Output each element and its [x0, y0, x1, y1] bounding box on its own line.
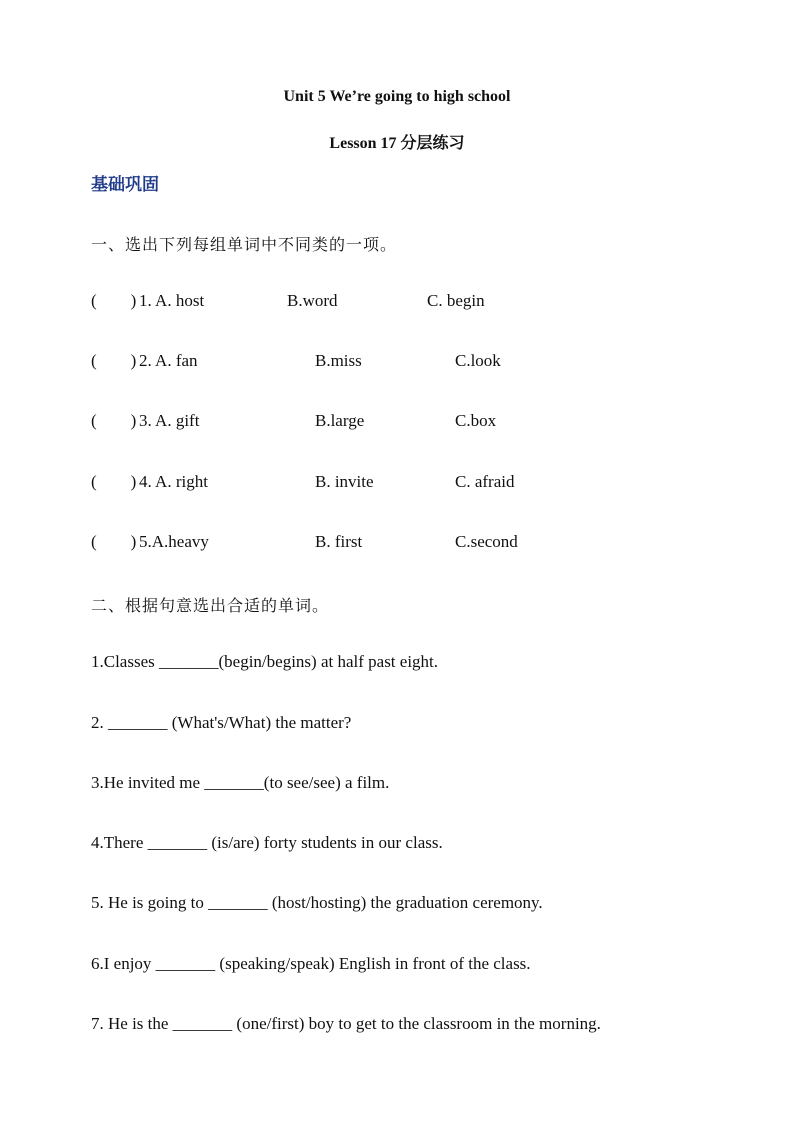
fill-sentence-2[interactable]: 2. _______ (What's/What) the matter?	[91, 713, 352, 732]
fill-sentence-3[interactable]: 3.He invited me _______(to see/see) a film.	[91, 773, 390, 792]
mc-question-3	[91, 411, 711, 435]
lesson-title: Lesson 17 分层练习	[329, 135, 465, 152]
fill-sentence-4[interactable]: 4.There _______ (is/are) forty students in our class.	[91, 833, 443, 852]
option-a: 2. A. fan	[139, 351, 198, 370]
unit-title: Unit 5 We’re going to high school	[283, 88, 511, 105]
option-a: 4. A. right	[139, 472, 208, 491]
option-b: B. invite	[315, 472, 374, 491]
answer-blank[interactable]: ( )	[91, 351, 137, 370]
option-a: 3. A. gift	[139, 411, 200, 430]
section-heading: 基础巩固	[91, 175, 159, 195]
answer-blank[interactable]: ( )	[91, 532, 137, 551]
option-b: B.miss	[315, 351, 362, 370]
part1-instruction: 一、选出下列每组单词中不同类的一项。	[91, 235, 398, 254]
mc-question-5	[91, 532, 711, 556]
answer-blank[interactable]: ( )	[91, 291, 137, 310]
mc-question-4	[91, 472, 711, 496]
fill-sentence-5[interactable]: 5. He is going to _______ (host/hosting) the graduation ceremony.	[91, 893, 543, 912]
option-c: C.look	[455, 351, 501, 370]
part2-instruction: 二、根据句意选出合适的单词。	[91, 596, 330, 615]
option-b: B.word	[287, 291, 338, 310]
answer-blank[interactable]: ( )	[91, 472, 137, 491]
option-b: B. first	[315, 532, 363, 551]
mc-question-2	[91, 351, 711, 375]
option-c: C.second	[455, 532, 518, 551]
option-c: C. begin	[427, 291, 485, 310]
fill-sentence-6[interactable]: 6.I enjoy _______ (speaking/speak) English in front of the class.	[91, 954, 531, 973]
option-b: B.large	[315, 411, 365, 430]
option-a: 1. A. host	[139, 291, 205, 310]
option-c: C.box	[455, 411, 497, 430]
option-c: C. afraid	[455, 472, 515, 491]
fill-sentence-1[interactable]: 1.Classes _______(begin/begins) at half past eight.	[91, 652, 439, 671]
fill-sentence-7[interactable]: 7. He is the _______ (one/first) boy to get to the classroom in the morning.	[91, 1014, 601, 1033]
mc-question-1	[91, 291, 711, 315]
option-a: 5.A.heavy	[139, 532, 209, 551]
answer-blank[interactable]: ( )	[91, 411, 137, 430]
